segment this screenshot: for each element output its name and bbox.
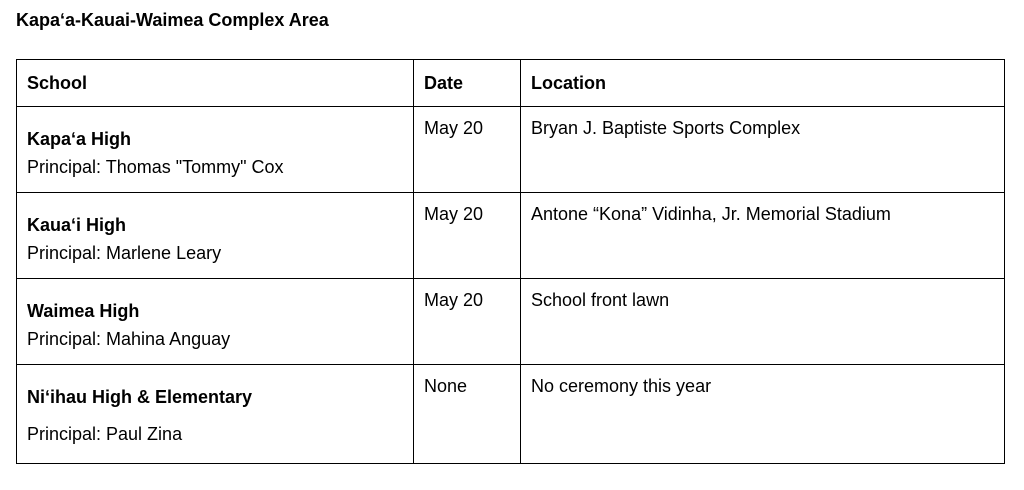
school-name: Waimea High [27,301,140,321]
ceremony-location: School front lawn [531,290,670,310]
ceremony-location: No ceremony this year [531,376,712,396]
school-name: Kauaʻi High [27,215,127,235]
page-title: Kapaʻa-Kauai-Waimea Complex Area [16,10,329,30]
school-cell [17,279,414,365]
location-cell [521,365,1005,464]
date-cell [414,193,521,279]
school-cell [17,365,414,464]
table-row [17,365,1005,464]
ceremony-date: May 20 [424,118,484,138]
table-row [17,279,1005,365]
school-name: Niʻihau High & Elementary [27,387,253,407]
location-cell [521,279,1005,365]
column-header-location: Location [521,60,1005,107]
date-cell [414,107,521,193]
school-cell [17,193,414,279]
principal-name: Principal: Thomas "Tommy" Cox [27,157,284,177]
graduation-schedule-table [16,59,1005,464]
principal-name: Principal: Mahina Anguay [27,329,231,349]
column-header-school: School [17,60,414,107]
ceremony-date: May 20 [424,290,484,310]
school-cell [17,107,414,193]
location-cell [521,193,1005,279]
ceremony-date: None [424,376,468,396]
date-cell [414,279,521,365]
table-header-row [17,60,1005,107]
school-name: Kapaʻa High [27,129,132,149]
ceremony-date: May 20 [424,204,484,224]
table-row [17,107,1005,193]
location-cell [521,107,1005,193]
date-cell [414,365,521,464]
principal-name: Principal: Marlene Leary [27,243,222,263]
column-header-date: Date [414,60,521,107]
ceremony-location: Antone “Kona” Vidinha, Jr. Memorial Stadium [531,204,891,224]
principal-name: Principal: Paul Zina [27,424,183,444]
ceremony-location: Bryan J. Baptiste Sports Complex [531,118,801,138]
table-row [17,193,1005,279]
